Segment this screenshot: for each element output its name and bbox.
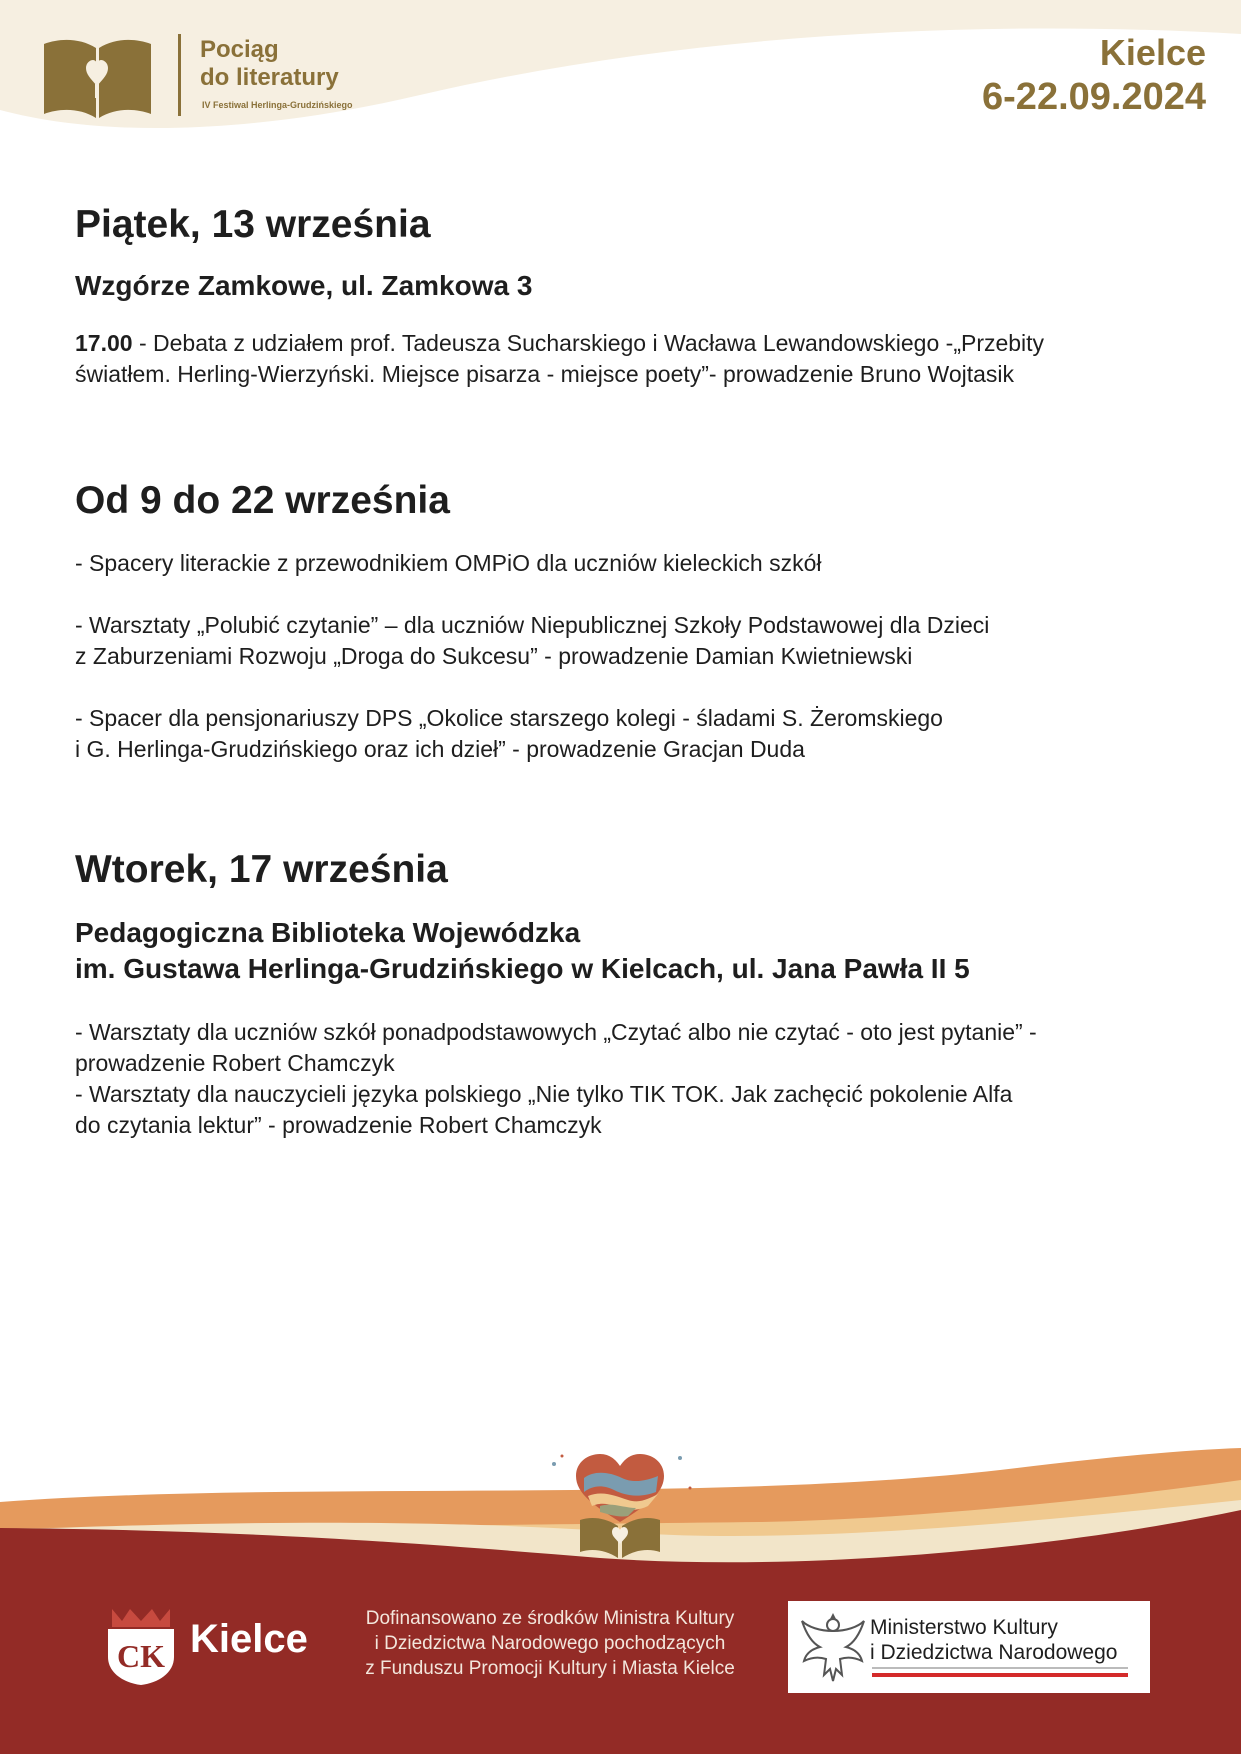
ck-coat-of-arms-icon (106, 1605, 176, 1685)
venue-tuesday-line2: im. Gustawa Herlinga-Grudzińskiego w Kielcach, ul. Jana Pawła II 5 (75, 953, 970, 984)
event-time: 17.00 (75, 330, 133, 356)
range-item-1: - Spacery literackie z przewodnikiem OMPiO dla uczniów kieleckich szkół (75, 550, 822, 576)
ministry-gray-rule (872, 1667, 1128, 1669)
funding-line1: Dofinansowano ze środków Ministra Kultury (365, 1608, 735, 1629)
header-city: Kielce (1099, 32, 1206, 73)
tuesday-item-1-line2: prowadzenie Robert Chamczyk (75, 1050, 395, 1076)
logo-divider (178, 34, 181, 116)
range-item-3 (75, 703, 1175, 765)
venue-friday: Wzgórze Zamkowe, ul. Zamkowa 3 (75, 270, 533, 301)
ministry-text (870, 1615, 1117, 1665)
funding-line2: i Dziedzictwa Narodowego pochodzących (374, 1633, 726, 1654)
festival-logo-title (200, 36, 400, 92)
range-item-2 (75, 610, 1175, 672)
range-item-2-line1: - Warsztaty „Polubić czytanie” – dla uczniów Niepublicznej Szkoły Podstawowej dla Dzieci (75, 612, 990, 638)
header-dates: 6-22.09.2024 (982, 76, 1206, 118)
section-title-friday: Piątek, 13 września (75, 203, 431, 246)
program-content (75, 200, 1175, 1141)
heart-book-illustration-icon (540, 1448, 700, 1560)
polish-eagle-icon (800, 1609, 866, 1685)
funding-line3: z Funduszu Promocji Kultury i Miasta Kielce (365, 1658, 735, 1679)
venue-tuesday-line1: Pedagogiczna Biblioteka Wojewódzka (75, 917, 581, 948)
event-friday (75, 328, 1175, 390)
ministry-line1: Ministerstwo Kultury (870, 1616, 1058, 1639)
logo-line1: Pociąg (200, 36, 279, 63)
venue-tuesday (75, 915, 1175, 987)
ministry-logo (788, 1601, 1150, 1693)
logo-line2: do literatury (200, 64, 339, 91)
ministry-line2: i Dziedzictwa Narodowego (870, 1641, 1118, 1664)
range-item-2-line2: z Zaburzeniami Rozwoju „Droga do Sukcesu” - prowadzenie Damian Kwietniewski (75, 643, 913, 669)
range-item-3-line1: - Spacer dla pensjonariuszy DPS „Okolice starszego kolegi - śladami S. Żeromskiego (75, 705, 943, 731)
tuesday-item-1 (75, 1017, 1175, 1079)
footer-kielce: Kielce (190, 1617, 308, 1661)
ck-letters: CK (117, 1638, 165, 1674)
section-title-range: Od 9 do 22 września (75, 479, 450, 522)
range-item-3-line2: i G. Herlinga-Grudzińskiego oraz ich dzieł” - prowadzenie Gracjan Duda (75, 736, 805, 762)
logo-subtitle: IV Festiwal Herlinga-Grudzińskiego (202, 100, 353, 110)
tuesday-item-2-line1: - Warsztaty dla nauczycieli języka polskiego „Nie tylko TIK TOK. Jak zachęcić pokolenie Alfa (75, 1081, 1013, 1107)
funding-text (340, 1606, 760, 1681)
header-wave (0, 0, 1241, 150)
tuesday-item-1-line1: - Warsztaty dla uczniów szkół ponadpodstawowych „Czytać albo nie czytać - oto jest pytanie” - (75, 1019, 1037, 1045)
section-title-tuesday: Wtorek, 17 września (75, 848, 448, 891)
event-friday-line2: światłem. Herling-Wierzyński. Miejsce pisarza - miejsce poety”- prowadzenie Bruno Wojtasik (75, 361, 1015, 387)
tuesday-item-2-line2: do czytania lektur” - prowadzenie Robert Chamczyk (75, 1112, 602, 1138)
book-heart-logo-icon (40, 34, 155, 120)
event-friday-line1: - Debata z udziałem prof. Tadeusza Sucharskiego i Wacława Lewandowskiego -„Przebity (132, 330, 1045, 356)
ministry-red-rule (872, 1673, 1128, 1677)
tuesday-item-2 (75, 1079, 1175, 1141)
